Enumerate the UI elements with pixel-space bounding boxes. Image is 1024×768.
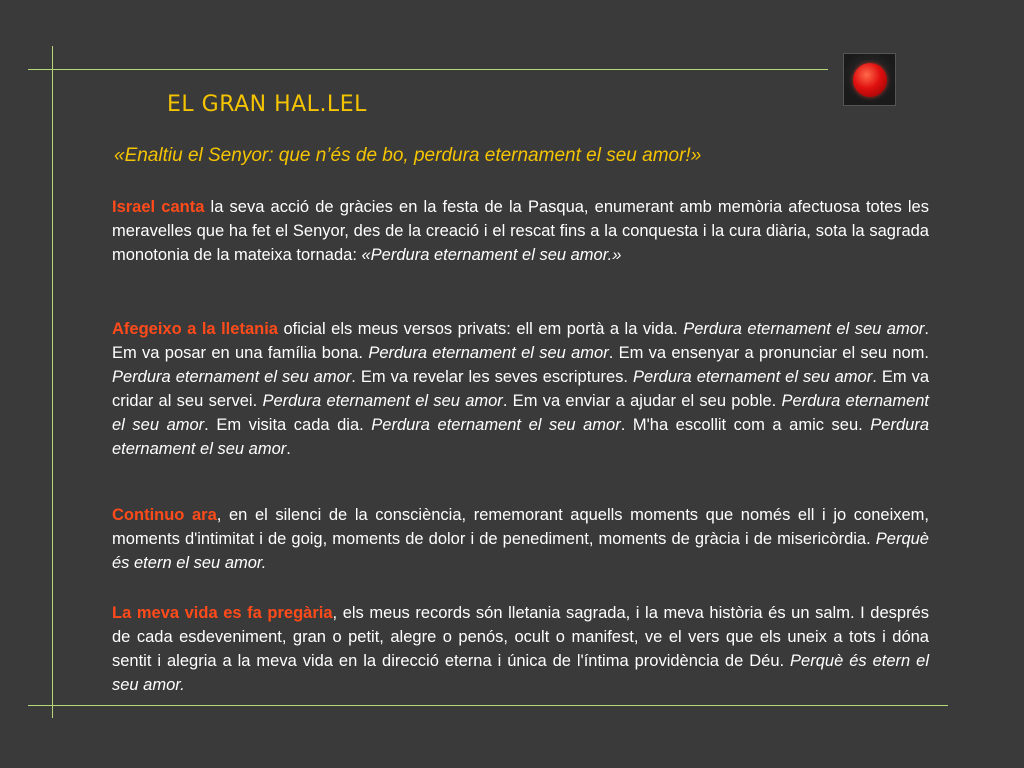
paragraph-text: , en el silenci de la consciència, rememorant aquells moments que només ell i jo coneixem, moments d'intimitat i de goig, moments de dolor i de penediment, moments de gràcia i de misericòrdia.: [112, 506, 929, 548]
left-divider-line: [52, 46, 53, 718]
paragraph-refrain: Perdura eternament el seu amor: [368, 344, 609, 362]
top-divider-line: [28, 69, 828, 70]
red-ball-icon: [843, 53, 896, 106]
paragraph-refrain: Perquè és etern el seu amor.: [112, 652, 929, 694]
paragraph-text: la seva acció de gràcies en la festa de la Pasqua, enumerant amb memòria afectuosa totes les meravelles que ha fet el Senyor, des de la creació i el rescat fins a la conquesta i la cura diària, sota la sagrada monotonia de la mateixa tornada:: [112, 198, 929, 264]
red-ball-glyph: [853, 63, 887, 97]
paragraph-text: . Em visita cada dia.: [204, 416, 372, 434]
paragraph-text: .: [286, 440, 291, 458]
paragraph-vida-pregaria: [112, 601, 929, 697]
paragraph-text: oficial els meus versos privats: ell em portà a la vida.: [277, 320, 684, 338]
paragraph-text: . Em va enviar a ajudar el seu poble.: [502, 392, 782, 410]
paragraph-refrain: Perdura eternament el seu amor: [112, 416, 929, 458]
slide-subtitle: «Enaltiu el Senyor: que n’és de bo, perdura eternament el seu amor!»: [114, 145, 702, 166]
paragraph-refrain: Perdura eternament el seu amor: [632, 368, 873, 386]
paragraph-lead: Continuo ara: [112, 506, 217, 524]
paragraph-continuo-ara: [112, 503, 929, 575]
paragraph-lead: Afegeixo a la lletania: [112, 320, 278, 338]
paragraph-refrain: Perdura eternament el seu amor: [112, 368, 352, 386]
paragraph-lead: Israel canta: [112, 198, 205, 216]
paragraph-israel-canta: [112, 195, 929, 267]
paragraph-text: . Em va revelar les seves escriptures.: [351, 368, 633, 386]
paragraph-text: . M'ha escollit com a amic seu.: [620, 416, 871, 434]
paragraph-refrain: Perdura eternament el seu amor: [262, 392, 503, 410]
paragraph-text: . Em va cridar al seu servei.: [112, 368, 930, 410]
paragraph-lead: La meva vida es fa pregària: [112, 604, 333, 622]
paragraph-refrain: Perdura eternament el seu amor: [683, 320, 925, 338]
paragraph-lletania: [112, 317, 929, 461]
paragraph-refrain: Perquè és etern el seu amor.: [112, 530, 929, 572]
slide-title: EL GRAN HAL.LEL: [167, 92, 367, 117]
paragraph-refrain: Perdura eternament el seu amor: [371, 416, 621, 434]
paragraph-text: . Em va posar en una família bona.: [112, 320, 929, 362]
paragraph-text: . Em va ensenyar a pronunciar el seu nom.: [608, 344, 930, 362]
paragraph-refrain: Perdura eternament el seu amor: [112, 392, 930, 434]
bottom-divider-line: [28, 705, 948, 706]
paragraph-refrain: «Perdura eternament el seu amor.»: [361, 246, 622, 264]
paragraph-text: , els meus records són lletania sagrada, i la meva història és un salm. I després de cada esdeveniment, gran o petit, alegre o penós, ocult o manifest, ve el vers que els uneix a tots i dóna sentit i alegria a la meva vida en la direcció eterna i única de l'íntima providència de Déu.: [112, 604, 929, 670]
